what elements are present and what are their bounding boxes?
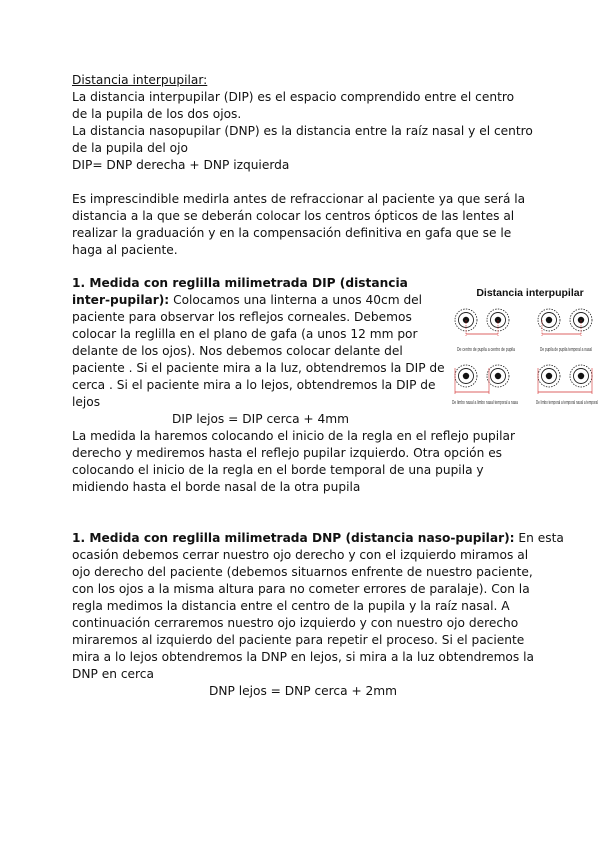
figure-title: Distancia interpupilar xyxy=(476,287,584,299)
section2-line-5: continuación cerraremos nuestro ojo izquierdo y con nuestro ojo derecho xyxy=(72,616,519,630)
eye-pair-limbo-nasal xyxy=(455,365,509,394)
intro-line-3: La distancia nasopupilar (DNP) es la distancia entre la raíz nasal y el centro xyxy=(72,124,533,138)
section1-after-line-3: colocando el inicio de la regla en el borde temporal de una pupila y xyxy=(72,463,484,477)
eye-pair-limbo-temporal xyxy=(538,365,592,394)
section1-line-3: colocar la reglilla en el plano de gafa (a unos 12 mm por xyxy=(72,327,418,341)
section1-after-line-2: derecho y mediremos hasta el reflejo pupilar izquierdo. Otra opción es xyxy=(72,446,503,460)
para2-line-4: haga al paciente. xyxy=(72,243,178,257)
intro-line-2: de la pupila de los dos ojos. xyxy=(72,107,242,121)
section1-after-line-4: midiendo hasta el borde nasal de la otra pupila xyxy=(72,480,361,494)
caption-center-to-center: De centro de pupila a centro de pupila xyxy=(457,347,516,353)
section2-line-1: ocasión debemos cerrar nuestro ojo derecho y con el izquierdo miramos al xyxy=(72,548,529,562)
para2-line-1: Es imprescindible medirla antes de refraccionar al paciente ya que será la xyxy=(72,192,526,206)
caption-limbo-temporal: De limbo temporal a temporal nasal a temporal xyxy=(536,400,598,406)
dnp-lejos-formula: DNP lejos = DNP cerca + 2mm xyxy=(209,684,398,698)
para2-line-3: realizar la graduación y en la compensación definitiva en gafa que se le xyxy=(72,226,512,240)
section2-line-3: con los ojos a la misma altura para no cometer errores de paralaje). Con la xyxy=(72,582,530,596)
section1-line-7: lejos xyxy=(72,395,101,409)
section1-line-2: paciente para observar los reflejos corneales. Debemos xyxy=(72,310,412,324)
section1-line-6: cerca . Si el paciente mira a lo lejos, obtendremos la DIP de xyxy=(72,378,436,392)
intro-line-4: de la pupila del ojo xyxy=(72,141,188,155)
caption-temporal-nasal: De pupila de pupila temporal a nasal xyxy=(540,347,592,353)
section2-line-7: mira a lo lejos obtendremos la DNP en lejos, si mira a la luz obtendremos la xyxy=(72,650,534,664)
section1-after-line-1: La medida la haremos colocando el inicio de la regla en el reflejo pupilar xyxy=(72,429,516,443)
section1-title-line1: 1. Medida con reglilla milimetrada DIP (distancia xyxy=(72,276,408,290)
section2-line-8: DNP en cerca xyxy=(72,667,154,681)
section1-title-line2: inter-pupilar): Colocamos una linterna a unos 40cm del xyxy=(72,293,423,307)
dip-formula-line: DIP= DNP derecha + DNP izquierda xyxy=(72,158,290,172)
section2-line-4: regla medimos la distancia entre el centro de la pupila y la raíz nasal. A xyxy=(72,599,510,613)
section2-line-6: miraremos al izquierdo del paciente para repetir el proceso. Si el paciente xyxy=(72,633,525,647)
section2-title-line: 1. Medida con reglilla milimetrada DNP (distancia naso-pupilar): En esta xyxy=(72,531,564,545)
dip-figure-svg xyxy=(446,284,600,419)
eye-pair-center xyxy=(455,309,509,336)
eye-pair-temporal-nasal xyxy=(538,309,592,336)
para2-line-2: distancia a la que se deberán colocar los centros ópticos de las lentes al xyxy=(72,209,515,223)
dip-lejos-formula: DIP lejos = DIP cerca + 4mm xyxy=(172,412,350,426)
dip-figure xyxy=(446,284,600,419)
intro-line-1: La distancia interpupilar (DIP) es el espacio comprendido entre el centro xyxy=(72,90,515,104)
section1-line-5: paciente . Si el paciente mira a la luz, obtendremos la DIP de xyxy=(72,361,445,375)
section1-line-4: delante de los ojos). Nos debemos colocar delante del xyxy=(72,344,403,358)
section-heading-dip: Distancia interpupilar: xyxy=(72,73,208,87)
section2-line-2: ojo derecho del paciente (debemos situarnos enfrente de nuestro paciente, xyxy=(72,565,533,579)
caption-limbo-nasal: De limbo nasal a limbo nasal temporal a nasa xyxy=(452,400,519,406)
